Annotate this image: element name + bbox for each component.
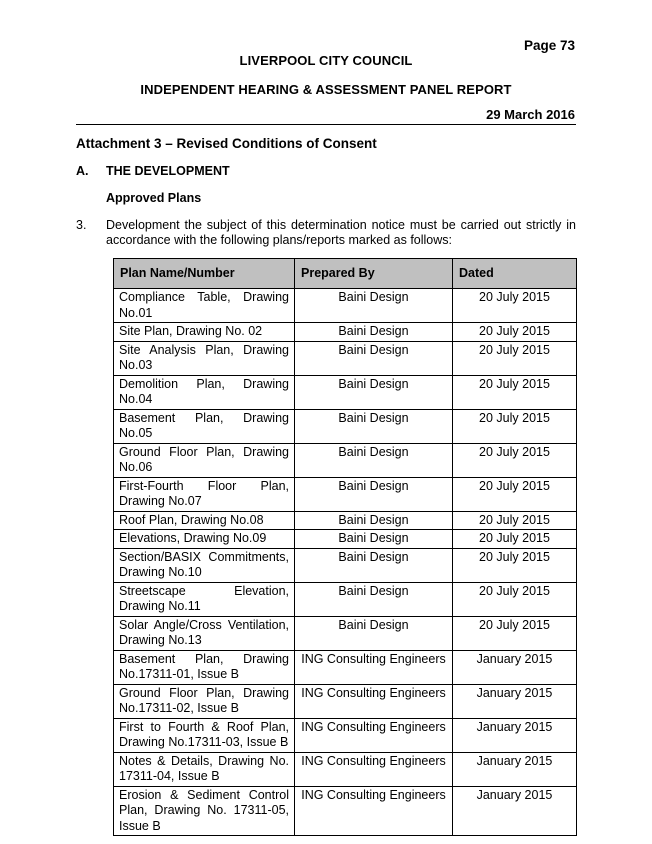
prepared-by-cell: Baini Design	[295, 616, 453, 650]
plan-name-cell: Compliance Table, Drawing No.01	[114, 289, 295, 323]
dated-cell: January 2015	[453, 718, 577, 752]
prepared-by-cell: Baini Design	[295, 341, 453, 375]
plan-name-cell: First-Fourth Floor Plan, Drawing No.07	[114, 477, 295, 511]
dated-cell: 20 July 2015	[453, 548, 577, 582]
dated-cell: 20 July 2015	[453, 477, 577, 511]
plan-name-cell: Ground Floor Plan, Drawing No.06	[114, 443, 295, 477]
prepared-by-cell: Baini Design	[295, 530, 453, 549]
prepared-by-cell: Baini Design	[295, 409, 453, 443]
prepared-by-cell: ING Consulting Engineers	[295, 752, 453, 786]
table-row	[114, 289, 577, 323]
council-name: LIVERPOOL CITY COUNCIL	[239, 53, 413, 68]
table-row	[114, 477, 577, 511]
subheading-approved-plans: Approved Plans	[106, 191, 202, 205]
dated-cell: 20 July 2015	[453, 323, 577, 342]
plan-name-cell: First to Fourth & Roof Plan, Drawing No.17311-03, Issue B	[114, 718, 295, 752]
plan-name-cell: Basement Plan, Drawing No.17311-01, Issue B	[114, 650, 295, 684]
table-row	[114, 341, 577, 375]
dated-cell: January 2015	[453, 684, 577, 718]
table-row	[114, 375, 577, 409]
header-dated: Dated	[453, 259, 577, 289]
dated-cell: 20 July 2015	[453, 511, 577, 530]
table-row	[114, 511, 577, 530]
attachment-title: Attachment 3 – Revised Conditions of Consent	[76, 136, 377, 151]
header-divider	[76, 124, 576, 125]
table-row	[114, 786, 577, 836]
table-row	[114, 409, 577, 443]
prepared-by-cell: Baini Design	[295, 323, 453, 342]
plan-name-cell: Notes & Details, Drawing No. 17311-04, Issue B	[114, 752, 295, 786]
table-row	[114, 650, 577, 684]
dated-cell: January 2015	[453, 650, 577, 684]
table-header-row	[114, 259, 577, 289]
prepared-by-cell: ING Consulting Engineers	[295, 718, 453, 752]
prepared-by-cell: Baini Design	[295, 443, 453, 477]
plan-name-cell: Demolition Plan, Drawing No.04	[114, 375, 295, 409]
page-number: Page 73	[523, 38, 575, 53]
prepared-by-cell: Baini Design	[295, 375, 453, 409]
prepared-by-cell: ING Consulting Engineers	[295, 786, 453, 836]
dated-cell: 20 July 2015	[453, 375, 577, 409]
dated-cell: January 2015	[453, 786, 577, 836]
table-row	[114, 548, 577, 582]
prepared-by-cell: Baini Design	[295, 582, 453, 616]
plan-name-cell: Section/BASIX Commitments, Drawing No.10	[114, 548, 295, 582]
plan-name-cell: Basement Plan, Drawing No.05	[114, 409, 295, 443]
plan-name-cell: Roof Plan, Drawing No.08	[114, 511, 295, 530]
dated-cell: 20 July 2015	[453, 582, 577, 616]
plan-name-cell: Streetscape Elevation, Drawing No.11	[114, 582, 295, 616]
approved-plans-table	[113, 258, 577, 836]
dated-cell: 20 July 2015	[453, 409, 577, 443]
header-plan-name: Plan Name/Number	[114, 259, 295, 289]
condition-text: Development the subject of this determination notice must be carried out strictly in accordance with the following plans/reports marked as follows:	[106, 218, 576, 247]
plan-name-cell: Site Analysis Plan, Drawing No.03	[114, 341, 295, 375]
table-row	[114, 684, 577, 718]
plan-name-cell: Ground Floor Plan, Drawing No.17311-02, Issue B	[114, 684, 295, 718]
prepared-by-cell: Baini Design	[295, 289, 453, 323]
table-row	[114, 718, 577, 752]
plan-name-cell: Site Plan, Drawing No. 02	[114, 323, 295, 342]
plan-name-cell: Solar Angle/Cross Ventilation, Drawing No.13	[114, 616, 295, 650]
prepared-by-cell: Baini Design	[295, 477, 453, 511]
section-letter: A.	[76, 164, 89, 178]
dated-cell: 20 July 2015	[453, 443, 577, 477]
table-row	[114, 582, 577, 616]
table-row	[114, 443, 577, 477]
prepared-by-cell: ING Consulting Engineers	[295, 684, 453, 718]
prepared-by-cell: Baini Design	[295, 548, 453, 582]
report-date: 29 March 2016	[486, 107, 575, 122]
dated-cell: 20 July 2015	[453, 341, 577, 375]
dated-cell: January 2015	[453, 752, 577, 786]
plan-name-cell: Elevations, Drawing No.09	[114, 530, 295, 549]
plan-name-cell: Erosion & Sediment Control Plan, Drawing No. 17311-05, Issue B	[114, 786, 295, 836]
table-row	[114, 323, 577, 342]
prepared-by-cell: ING Consulting Engineers	[295, 650, 453, 684]
dated-cell: 20 July 2015	[453, 530, 577, 549]
dated-cell: 20 July 2015	[453, 289, 577, 323]
condition-number: 3.	[76, 218, 87, 232]
table-row	[114, 616, 577, 650]
header-prepared-by: Prepared By	[295, 259, 453, 289]
dated-cell: 20 July 2015	[453, 616, 577, 650]
prepared-by-cell: Baini Design	[295, 511, 453, 530]
table-row	[114, 752, 577, 786]
report-title: INDEPENDENT HEARING & ASSESSMENT PANEL REPORT	[140, 82, 512, 97]
table-row	[114, 530, 577, 549]
section-title: THE DEVELOPMENT	[106, 164, 230, 178]
